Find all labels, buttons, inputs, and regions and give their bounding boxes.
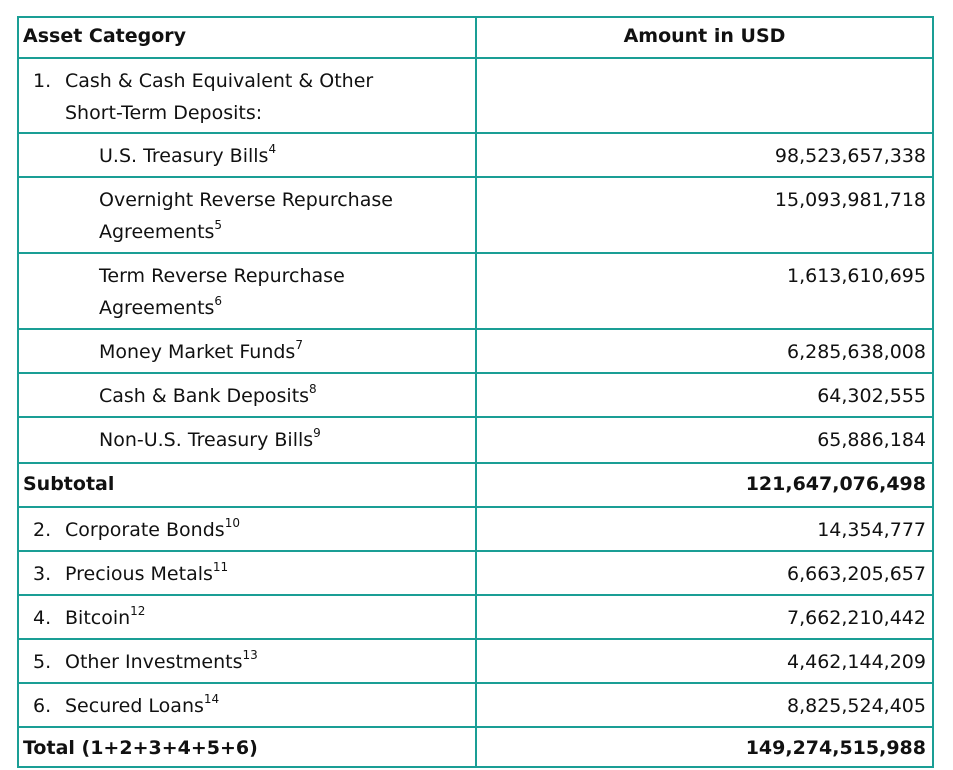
sub-item-row [18, 253, 933, 329]
footnote-ref: 13 [242, 647, 258, 662]
header-asset-category: Asset Category [18, 17, 476, 58]
footnote-ref: 9 [313, 425, 321, 440]
footnote-ref: 8 [309, 381, 317, 396]
section-1-label-line1: Cash & Cash Equivalent & Other [65, 70, 374, 92]
footnote-ref: 14 [203, 691, 220, 706]
item-row [18, 683, 933, 727]
footnote-ref: 5 [214, 217, 223, 232]
total-amount: 149,274,515,988 [476, 727, 933, 767]
sub-item-label: U.S. Treasury Bills$^4$ [18, 133, 476, 177]
sub-item-label: Money Market Funds$^7$ [18, 329, 476, 373]
item-amount: 4,462,144,209 [476, 639, 933, 683]
sub-item-label: Term Reverse Repurchase Agreements$^6$ [18, 253, 476, 329]
footnote-ref: 12 [130, 603, 146, 618]
sub-item-label: Overnight Reverse Repurchase Agreements$^5$ [18, 177, 476, 253]
footnote-ref: 7 [295, 337, 303, 352]
subtotal-amount: 121,647,076,498 [476, 463, 933, 507]
sub-item-amount: 98,523,657,338 [476, 133, 933, 177]
section-1-number: 1. [33, 70, 52, 92]
section-1-row [18, 58, 933, 133]
sub-item-row [18, 133, 933, 177]
footnote-ref: 11 [212, 559, 229, 574]
sub-item-row [18, 373, 933, 417]
item-amount: 8,825,524,405 [476, 683, 933, 727]
header-row [18, 17, 933, 58]
sub-item-label: Cash & Bank Deposits$^8$ [18, 373, 476, 417]
item-label: 3. Precious Metals$^{11}$ [18, 551, 476, 595]
item-row [18, 639, 933, 683]
total-row [18, 727, 933, 767]
item-label: 2. Corporate Bonds$^{10}$ [18, 507, 476, 551]
item-row [18, 595, 933, 639]
sub-item-amount: 64,302,555 [476, 373, 933, 417]
footnote-ref: 4 [268, 141, 277, 156]
item-amount: 14,354,777 [476, 507, 933, 551]
subtotal-row [18, 463, 933, 507]
item-amount: 7,662,210,442 [476, 595, 933, 639]
sub-item-amount: 6,285,638,008 [476, 329, 933, 373]
item-label: 6. Secured Loans$^{14}$ [18, 683, 476, 727]
footnote-ref: 10 [224, 515, 240, 530]
section-1-amount [476, 58, 933, 133]
item-row [18, 551, 933, 595]
sub-item-row [18, 329, 933, 373]
sub-item-amount: 15,093,981,718 [476, 177, 933, 253]
item-label: 5. Other Investments$^{13}$ [18, 639, 476, 683]
sub-item-amount: 1,613,610,695 [476, 253, 933, 329]
sub-item-amount: 65,886,184 [476, 417, 933, 463]
item-row [18, 507, 933, 551]
item-amount: 6,663,205,657 [476, 551, 933, 595]
footnote-ref: 6 [214, 293, 223, 308]
asset-table [17, 16, 934, 768]
total-label: Total (1+2+3+4+5+6) [18, 727, 476, 767]
subtotal-label: Subtotal [18, 463, 476, 507]
section-1-label-line2: Short-Term Deposits: [65, 102, 263, 124]
section-1-label [18, 58, 476, 133]
sub-item-label: Non-U.S. Treasury Bills$^9$ [18, 417, 476, 463]
sub-item-row [18, 417, 933, 463]
item-label: 4. Bitcoin$^{12}$ [18, 595, 476, 639]
sub-item-row [18, 177, 933, 253]
header-amount: Amount in USD [476, 17, 933, 58]
